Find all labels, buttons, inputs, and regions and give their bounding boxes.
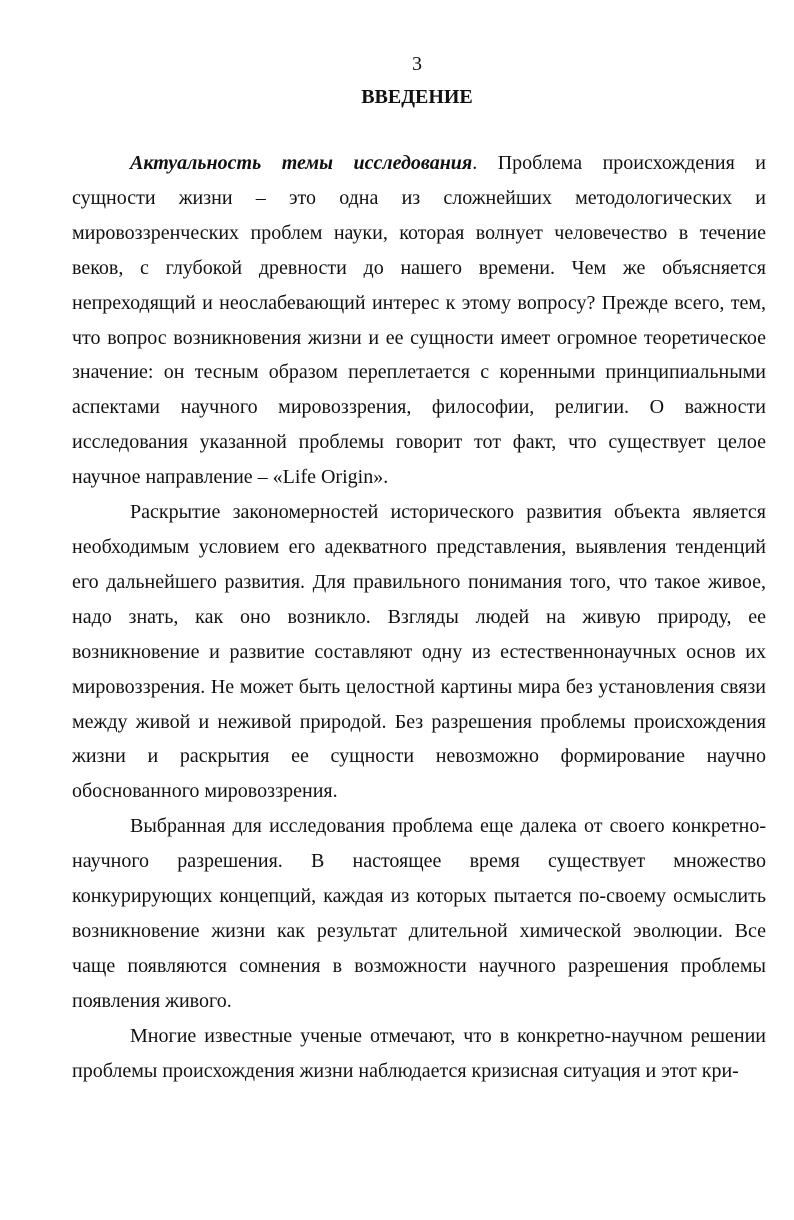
paragraph-text: Многие известные ученые отмечают, что в конкретно-научном решении проблемы происхождения жизни наблюдается кризисная ситуация и этот кри- (72, 1024, 766, 1082)
page-number: 3 (412, 53, 422, 75)
paragraph-text: Раскрытие закономерностей исторического развития объекта является необходимым условием его адекватного представления, выявления тенденций его дальнейшего развития. Для правильного понимания того, что такое живое, надо знать, как оно возникло. Взгляды людей на живую природу, ее возникновение и развитие составляют одну из естественнонаучных основ их мировоззрения. Не может быть целостной картины мира без установления связи между живой и неживой природой. Без разрешения проблемы происхождения жизни и раскрытия ее сущности невозможно формирование научно обоснованного мировоззрения. (72, 501, 766, 803)
paragraph-crisis (72, 1019, 766, 1089)
paragraph-text: . Проблема происхождения и сущности жизни – это одна из сложнейших методологических и мировоззренческих проблем науки, которая волнует человечество в течение веков, с глубокой древности до нашего времени. Чем же объясняется непреходящий и неослабевающий интерес к этому вопросу? Прежде всего, тем, что вопрос возникновения жизни и ее сущности имеет огромное теоретическое значение: он тесным образом переплетается с коренными принципиальными аспектами научного мировоззрения, философии, религии. О важности исследования указанной проблемы говорит тот факт, что существует целое научное направление – «Life Origin». (72, 152, 766, 489)
page-title: ВВЕДЕНИЕ (361, 86, 473, 108)
paragraph-relevance (72, 146, 766, 495)
paragraph-lead: Актуальность темы исследования (130, 152, 473, 174)
body-text (72, 146, 766, 1088)
paragraph-text: Выбранная для исследования проблема еще далека от своего конкретно-научного разрешения. В настоящее время существует множество конкурирующих концепций, каждая из которых пытается по-своему осмыслить возникновение жизни как результат длительной химической эволюции. Все чаще появляются сомнения в возможности научного разрешения проблемы появления живого. (72, 815, 766, 1012)
paragraph-problem (72, 809, 766, 1018)
paragraph-development (72, 495, 766, 809)
